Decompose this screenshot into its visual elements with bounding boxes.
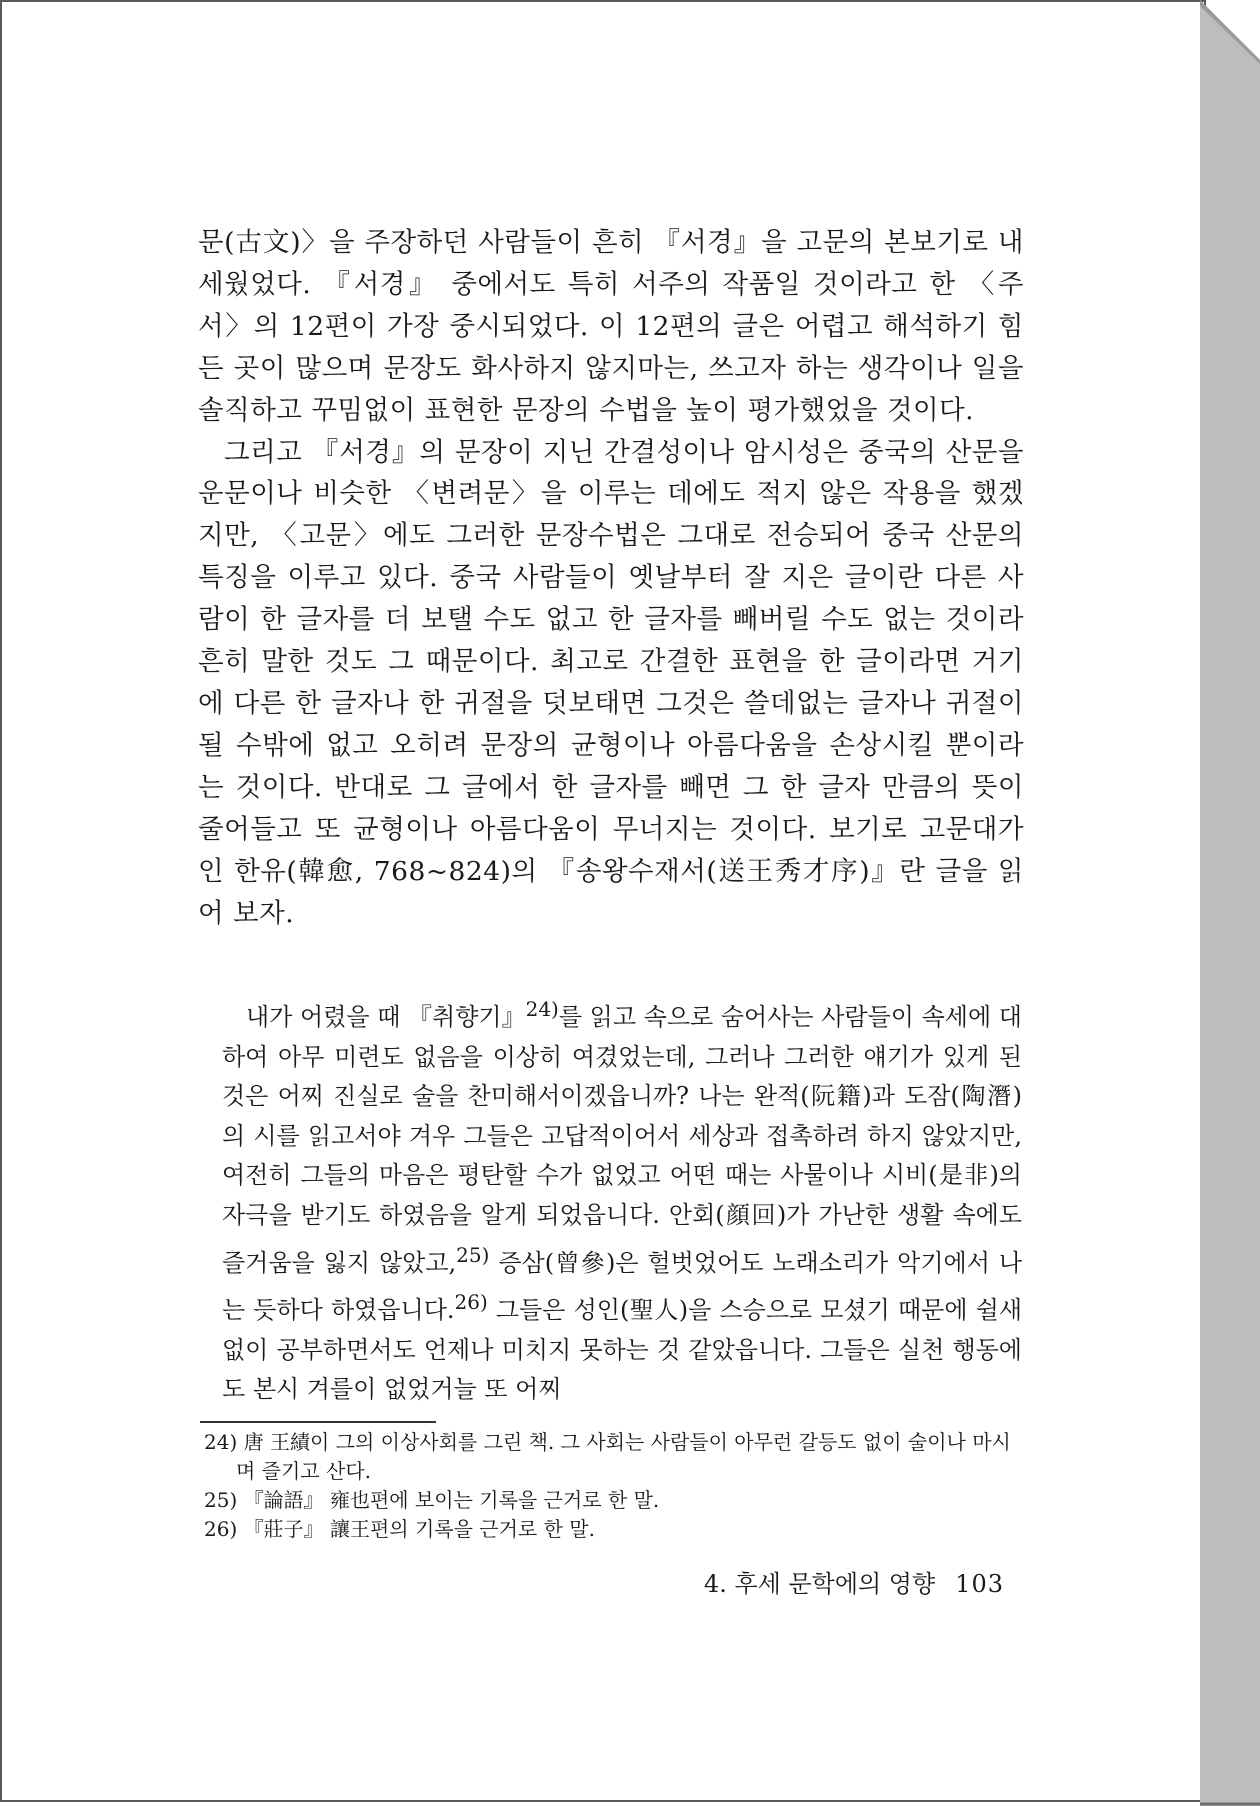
page-number: 103 [955,1570,1004,1598]
footnote-item [200,1428,1026,1486]
footnote-ref: 25) [456,1242,490,1267]
footnote-text: 『莊子』 讓王편의 기록을 근거로 한 말. [243,1517,595,1541]
footnote-number: 25) [204,1488,238,1512]
quote-segment: 를 읽고 속으로 숨어사는 사람들이 속세에 대하여 아무 미련도 없음을 이상히 여겼었는데, 그러나 그러한 얘기가 있게 된 것은 어찌 진실로 술을 찬미해서이겠읍니까? 나는 완적(阮籍)과 도잠(陶潛)의 시를 읽고서야 겨우 그들은 고답적이어서 세상과 접촉하려 하지 않았지만, 여전히 그들의 마음은 평탄할 수가 없었고 어떤 때는 사물이나 시비(是非)의 자극을 받기도 하였음을 알게 되었읍니다. 안회(顔回)가 가난한 생활 속에도 즐거움을 잃지 않았고, [222,1003,1022,1277]
footnote-ref: 24) [525,997,559,1021]
quote-paragraph [222,990,1022,1410]
footnotes [200,1428,1026,1544]
body-paragraph: 그리고 『서경』의 문장이 지닌 간결성이나 암시성은 중국의 산문을 운문이나 비슷한 〈변려문〉을 이루는 데에도 적지 않은 작용을 했겠지만, 〈고문〉에도 그러한 문장수법은 그대로 전승되어 중국 산문의 특징을 이루고 있다. 중국 사람들이 옛날부터 잘 지은 글이란 다른 사람이 한 글자를 더 보탤 수도 없고 한 글자를 빼버릴 수도 없는 것이라 흔히 말한 것도 그 때문이다. 최고로 간결한 표현을 한 글이라면 거기에 다른 한 글자나 한 귀절을 덧보태면 그것은 쓸데없는 글자나 귀절이 될 수밖에 없고 오히려 문장의 균형이나 아름다움을 손상시킬 뿐이라는 것이다. 반대로 그 글에서 한 글자를 빼면 그 한 글자 만큼의 뜻이 줄어들고 또 균형이나 아름다움이 무너지는 것이다. 보기로 고문대가인 한유(韓愈, 768~824)의 『송왕수재서(送王秀才序)』란 글을 읽어 보자. [198,436,1024,929]
page-edge-shadow [1200,0,1260,1806]
body-text [198,222,1024,934]
footnote-number: 26) [204,1517,238,1541]
quoted-passage [222,990,1022,1410]
quote-segment: 내가 어렸을 때 『취향기』 [246,1003,526,1031]
footnote-text: 『論語』 雍也편에 보이는 기록을 근거로 한 말. [243,1488,660,1512]
footnote-text: 唐 王績이 그의 이상사회를 그린 책. 그 사회는 사람들이 아무런 갈등도 없이 술이나 마시며 즐기고 산다. [236,1430,1011,1483]
quote-segment: 그들은 성인(聖人)을 스승으로 모셨기 때문에 쉴새없이 공부하면서도 언제나 미치지 못하는 것 같았읍니다. 그들은 실천 행동에도 본시 겨를이 없었거늘 또 어찌 [222,1296,1023,1404]
footnote-item [200,1486,1026,1515]
section-title: 4. 후세 문학에의 영향 [703,1570,936,1598]
quote-segment: 증삼(曾參)은 헐벗었어도 노래소리가 악기에서 나는 듯하다 하였읍니다. [222,1248,1023,1325]
body-paragraph: 문(古文)〉을 주장하던 사람들이 흔히 『서경』을 고문의 본보기로 내세웠었다. 『서경』 중에서도 특히 서주의 작품일 것이라고 한 〈주서〉의 12편이 가장 중시되었다. 이 12편의 글은 어렵고 해석하기 힘든 곳이 많으며 문장도 화사하지 않지마는, 쓰고자 하는 생각이나 일을 솔직하고 꾸밈없이 표현한 문장의 수법을 높이 평가했었을 것이다. [198,227,1024,426]
footnote-number: 24) [204,1430,238,1454]
footnote-ref: 26) [454,1290,488,1315]
running-footer [704,1568,1004,1600]
footnote-divider [200,1421,436,1423]
footnote-item [200,1515,1026,1544]
